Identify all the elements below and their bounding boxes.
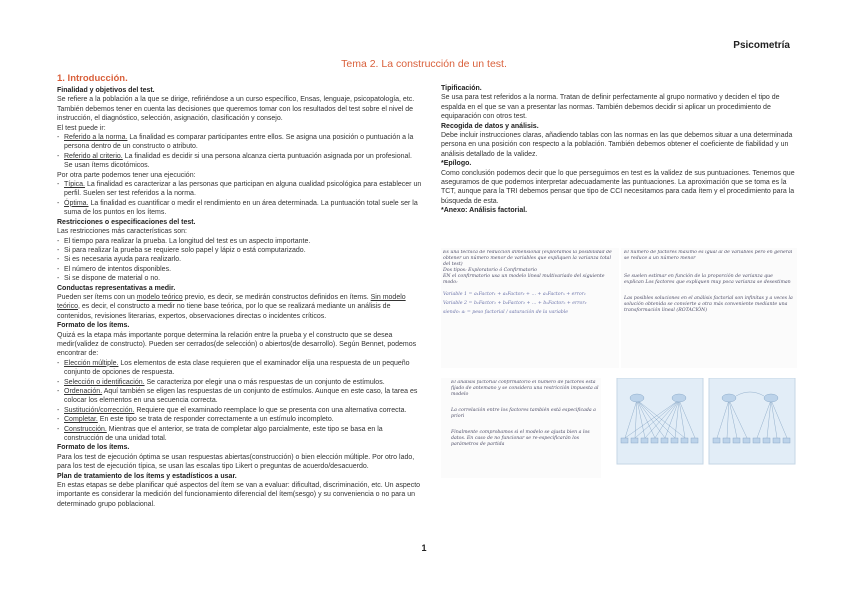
running-header: Psicometría — [733, 40, 790, 51]
paragraph-restricciones: Las restricciones más características son: — [57, 228, 187, 236]
heading-plan: Plan de tratamiento de los ítems y estadísticos a usar. — [57, 472, 237, 480]
heading-conductas: Conductas representativas a medir. — [57, 284, 176, 292]
note-text: El análisis factorial confirmatorio el número de factores está fijado de antemano y se considera una restricción impuesta al modelo — [451, 380, 599, 397]
section-heading: 1. Introducción. — [57, 73, 128, 84]
heading-objetivos: Finalidad y objetivos del test. — [57, 87, 155, 94]
right-column — [441, 84, 797, 216]
list-item: - Sustitución/corrección. Requiere que el examinado reemplace lo que se presenta con una alternativa correcta. — [57, 406, 407, 414]
path-diagram-2 — [709, 378, 795, 464]
page-number: 1 — [421, 543, 427, 553]
note-text: El número de factores máximo es igual al de variables pero en general se reduce a un número menor — [624, 250, 793, 261]
list-item: - Ordenación. Aquí también se eligen las respuestas de un conjunto de estímulos. Aunque en este caso, la tarea es colocar los elementos en una secuencia correcta. — [57, 388, 418, 405]
left-column — [57, 73, 422, 509]
list-item: - Referido a la norma. La finalidad es comparar participantes entre ellos. Se asigna una posición o puntuación a la persona dentro de un constructo o atributo. — [57, 134, 414, 151]
note-equation: Variable 1 = a₁Factor₁ + a₂Factor₂ + ... + aₙFactorₙ + error₁ — [443, 292, 586, 297]
paragraph-formato: Quizá es la etapa más importante porque determina la relación entre la prueba y el constructo que se desea medir(validez de constructo). Pueden ser cerrados(de selección) o abiertos(de desarrollo). Según Bennet, podemos encontrar de: — [57, 331, 417, 358]
heading-formato: Formato de los ítems. — [57, 322, 130, 330]
heading-epilogo: *Epílogo. — [441, 160, 472, 168]
heading-recogida: Recogida de datos y análisis. — [441, 122, 539, 130]
note-equation: Variable 2 = b₁Factor₁ + b₂Factor₂ + ... + bₙFactorₙ + error₂ — [443, 301, 587, 306]
page-title: Tema 2. La construcción de un test. — [341, 58, 507, 70]
list-item: - Selección o identificación. Se caracteriza por elegir una o más respuestas de un conjunto de estímulos. — [57, 378, 385, 386]
list-item: - Si es necesaria ayuda para realizarlo. — [57, 256, 182, 264]
heading-restricciones: Restricciones o especificaciones del test. — [57, 218, 196, 226]
note-text: Se suelen estimar en función de la proporción de varianza que explican Los factores que expliquen muy poca varianza se desestiman — [624, 274, 791, 285]
paragraph-conductas: Pueden ser ítems con un modelo teórico previo, es decir, se medirán constructos definidos en ítems. Sin modelo teórico, es decir, el constructo a medir no tiene base teórica, por lo que se realizará mediante un análisis de contenidos, revisiones literarias, expertos, observaciones directas o incidentes críticos. — [57, 293, 406, 320]
list-item: - Construcción. Mientras que el anterior, se trata de completar algo parcialmente, este tipo se basa en la construcción de una unidad total. — [57, 425, 383, 443]
paragraph-ejecucion: Por otra parte podemos tener una ejecución: — [57, 171, 196, 179]
heading-formato-2: Formato de los ítems. — [57, 444, 130, 452]
factor-analysis-slides — [441, 378, 797, 498]
list-item: - Si se dispone de material o no. — [57, 275, 161, 283]
paragraph-epilogo: Como conclusión podemos decir que lo que perseguimos en test es la validez de sus puntuaciones. Tenemos que aseguramos de que podemos interpretar adecuadamente las puntuaciones. La aproximación que se toma es la TCT, aunque para la TRI debemos pensar que tipo de CCI necesitamos para cada ítem y el procedimiento para la búsqueda de esta. — [441, 169, 795, 205]
list-item: - El tiempo para realizar la prueba. La longitud del test es un aspecto importante. — [57, 237, 311, 245]
list-item: - Referido al criterio. La finalidad es decidir si una persona alcanza cierta puntuación asignada por un profesional. Se usan ítems dicotómicos. — [57, 152, 412, 170]
paragraph-formato-2: Para los test de ejecución óptima se usan respuestas abiertas(construcción) o bien elección múltiple. Por otro lado, para los test de ejecución típica, se usan las escalas tipo Likert o preguntas de acuerdo/desacuerdo. — [57, 453, 415, 471]
paragraph-plan: En estas etapas se debe planificar qué aspectos del ítem se van a evaluar: dificultad, discriminación, etc. Un aspecto importante es considerar la medición del funcionamiento diferencial del ítem(sesgo) y su conveniencia o no para un determinado grupo poblacional. — [57, 482, 421, 508]
list-item: - Típica. La finalidad es caracterizar a las personas que participan en alguna cualidad psicológica para establecer un perfil. Suelen ser test referidos a la norma. — [57, 181, 422, 198]
paragraph-objetivos: Se refiere a la población a la que se dirige, refiriéndose a un curso específico, Ensas, lenguaje, psicopatología, etc. También debemos tener en cuenta las decisiones que queremos tomar con los resultados del test sobre el nivel de instrucción, el diagnóstico, selección, asignación, clasificación y consejo. — [57, 96, 415, 123]
note-text: La correlación entre los factores también está especificada a priori — [451, 408, 596, 419]
list-item: - Completar. En este tipo se trata de responder correctamente a un estímulo incompleto. — [57, 416, 334, 424]
note-text: Finalmente comprobamos si el modelo se ajusta bien a los datos. En caso de no funcionar se re-especificarán los parámetros de partida — [451, 430, 590, 447]
heading-tipificacion: Tipificación. — [441, 85, 482, 92]
heading-anexo: *Anexo: Análisis factorial. — [441, 207, 528, 215]
list-item: - Elección múltiple. Los elementos de esta clase requieren que el examinador elija una respuesta de un pequeño conjunto de opciones de respuesta. — [57, 359, 410, 377]
paragraph-tipificacion: Se usa para test referidos a la norma. Tratan de definir perfectamente al grupo normativo y deciden el tipo de espalda en el que se van a presentar las normas. También debemos decidir si aplicar un procedimiento de equiparación con otros test. — [441, 94, 780, 121]
paragraph-recogida: Debe incluir instrucciones claras, añadiendo tablas con las normas en las que debemos situar a una determinada persona en una posición con respecto a la población. También debemos obtener el coeficiente de fiabilidad y un análisis detallado de la validez. — [441, 132, 793, 158]
path-diagram-1 — [617, 378, 703, 464]
factor-analysis-notes — [441, 248, 797, 376]
list-item: - Óptima. La finalidad es cuantificar o medir el rendimiento en un área determinada. La puntuación total suele ser la suma de los puntos en los ítems. — [57, 199, 418, 217]
list-item: - Si para realizar la prueba se requiere solo papel y lápiz o está computarizado. — [57, 246, 306, 254]
paragraph-puede: El test puede ir: — [57, 124, 106, 132]
note-text: Dos tipos: Exploratorio ó Confirmatorio — [443, 268, 537, 273]
note-text: Es una técnica de reducción dimensional (exploramos la posibilidad de obtener un número menor de variables que expliquen la varianza total del test) — [443, 250, 612, 267]
list-item: - El número de intentos disponibles. — [57, 265, 172, 273]
note-text: Las posibles soluciones en el análisis factorial son infinitas y a veces la solución obtenida se convierte a otra más conveniente mediante una transformación lineal (ROTACIÓN) — [624, 296, 793, 313]
note-text: EN el confirmatorio usa un modelo lineal multivariado del siguiente modo: — [443, 274, 605, 285]
note-equation: siendo: aᵢ = peso factorial / saturación de la variable — [443, 310, 569, 315]
